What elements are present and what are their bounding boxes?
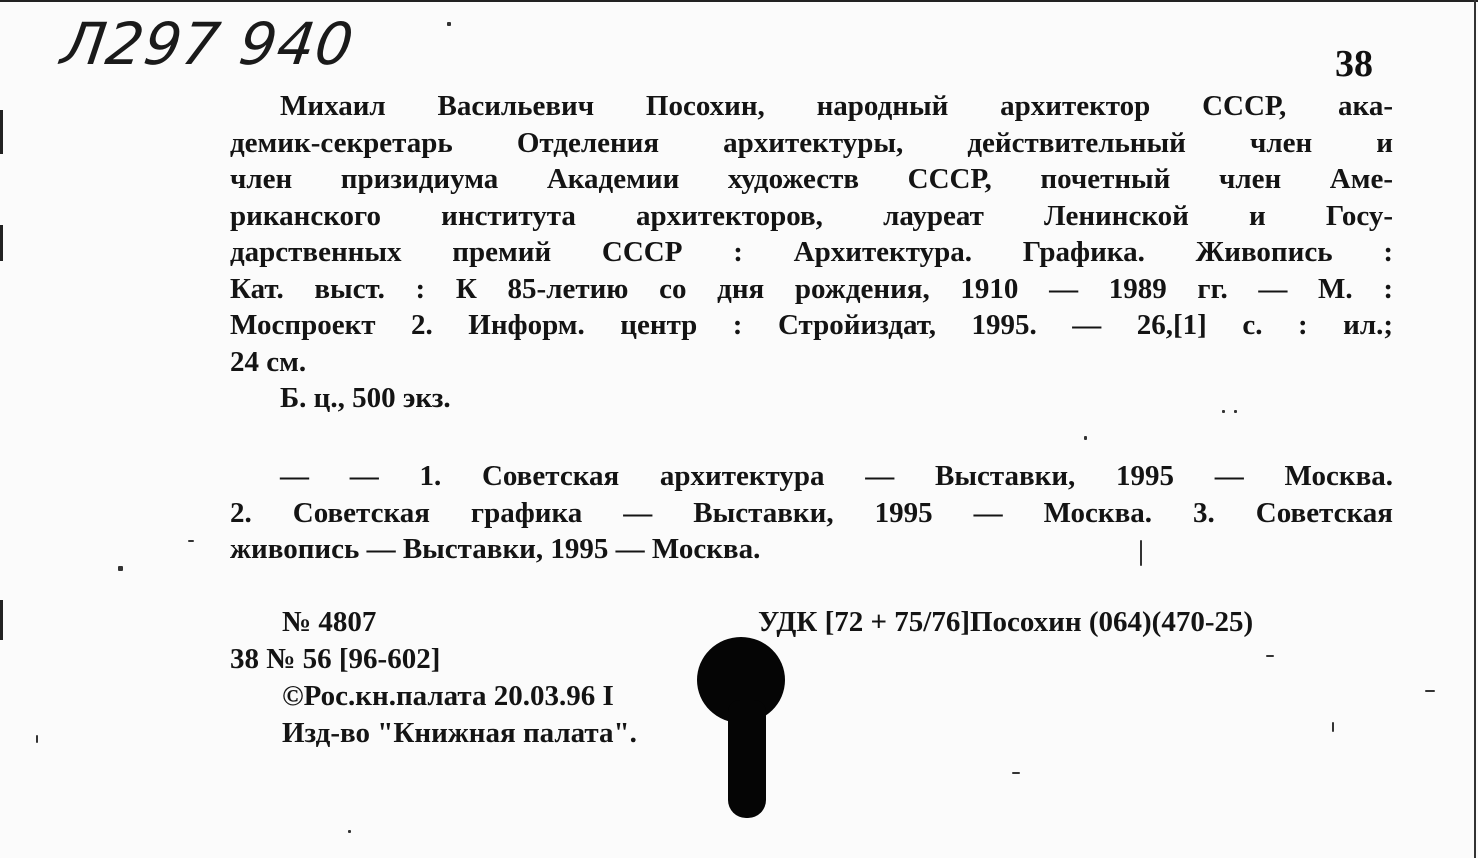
description-line: Михаил Васильевич Посохин, народный архитектор СССР, ака- (280, 90, 1393, 122)
speck (36, 735, 38, 743)
speck (1140, 540, 1142, 566)
speck (1234, 410, 1237, 413)
description-line: риканского института архитекторов, лауреат Ленинской и Госу- (230, 199, 1393, 232)
left-edge-mark (0, 225, 3, 261)
subject-line: — — 1. Советская архитектура — Выставки, 1995 — Москва. (280, 460, 1393, 492)
description-line: член призидиума Академии художеств СССР, почетный член Аме- (230, 163, 1393, 195)
speck (348, 830, 351, 833)
top-border (0, 0, 1478, 2)
bibliographic-description (230, 88, 1393, 417)
subject-headings (230, 458, 1393, 568)
catalog-number: 38 № 56 [96-602] (230, 643, 441, 675)
speck (1266, 655, 1274, 657)
subject-line: 2. Советская графика — Выставки, 1995 — Москва. 3. Советская (230, 496, 1393, 529)
udc-classification: УДК [72 + 75/76]Посохин (064)(470-25) (758, 606, 1254, 638)
speck (188, 540, 194, 542)
description-line: Моспроект 2. Информ. центр : Стройиздат, 1995. — 26,[1] с. : ил.; (230, 309, 1393, 341)
copyright-line: ©Рос.кн.палата 20.03.96 I (282, 680, 614, 712)
description-line: демик-секретарь Отделения архитектуры, действительный член и (230, 126, 1393, 159)
speck (447, 22, 451, 26)
ink-blot-tail (728, 700, 766, 818)
right-border (1474, 0, 1476, 858)
speck (1222, 410, 1225, 413)
handwritten-call-number: Л297 940 (57, 10, 359, 78)
description-line: 24 см. (230, 345, 307, 378)
subject-line: живопись — Выставки, 1995 — Москва. (230, 533, 761, 565)
speck (1425, 690, 1435, 692)
record-number: № 4807 (282, 606, 377, 638)
description-line: Кат. выст. : К 85-летию со дня рождения, 1910 — 1989 гг. — М. : (230, 272, 1393, 305)
description-line: дарственных премий СССР : Архитектура. Графика. Живопись : (230, 236, 1393, 268)
speck (1084, 436, 1087, 440)
price-line: Б. ц., 500 экз. (280, 382, 451, 414)
speck (1012, 772, 1020, 774)
page-number: 38 (1335, 43, 1373, 85)
speck (1332, 722, 1334, 732)
speck (118, 566, 123, 571)
left-edge-mark (0, 600, 3, 640)
publisher-line: Изд-во "Книжная палата". (282, 717, 637, 749)
left-edge-mark (0, 110, 3, 154)
